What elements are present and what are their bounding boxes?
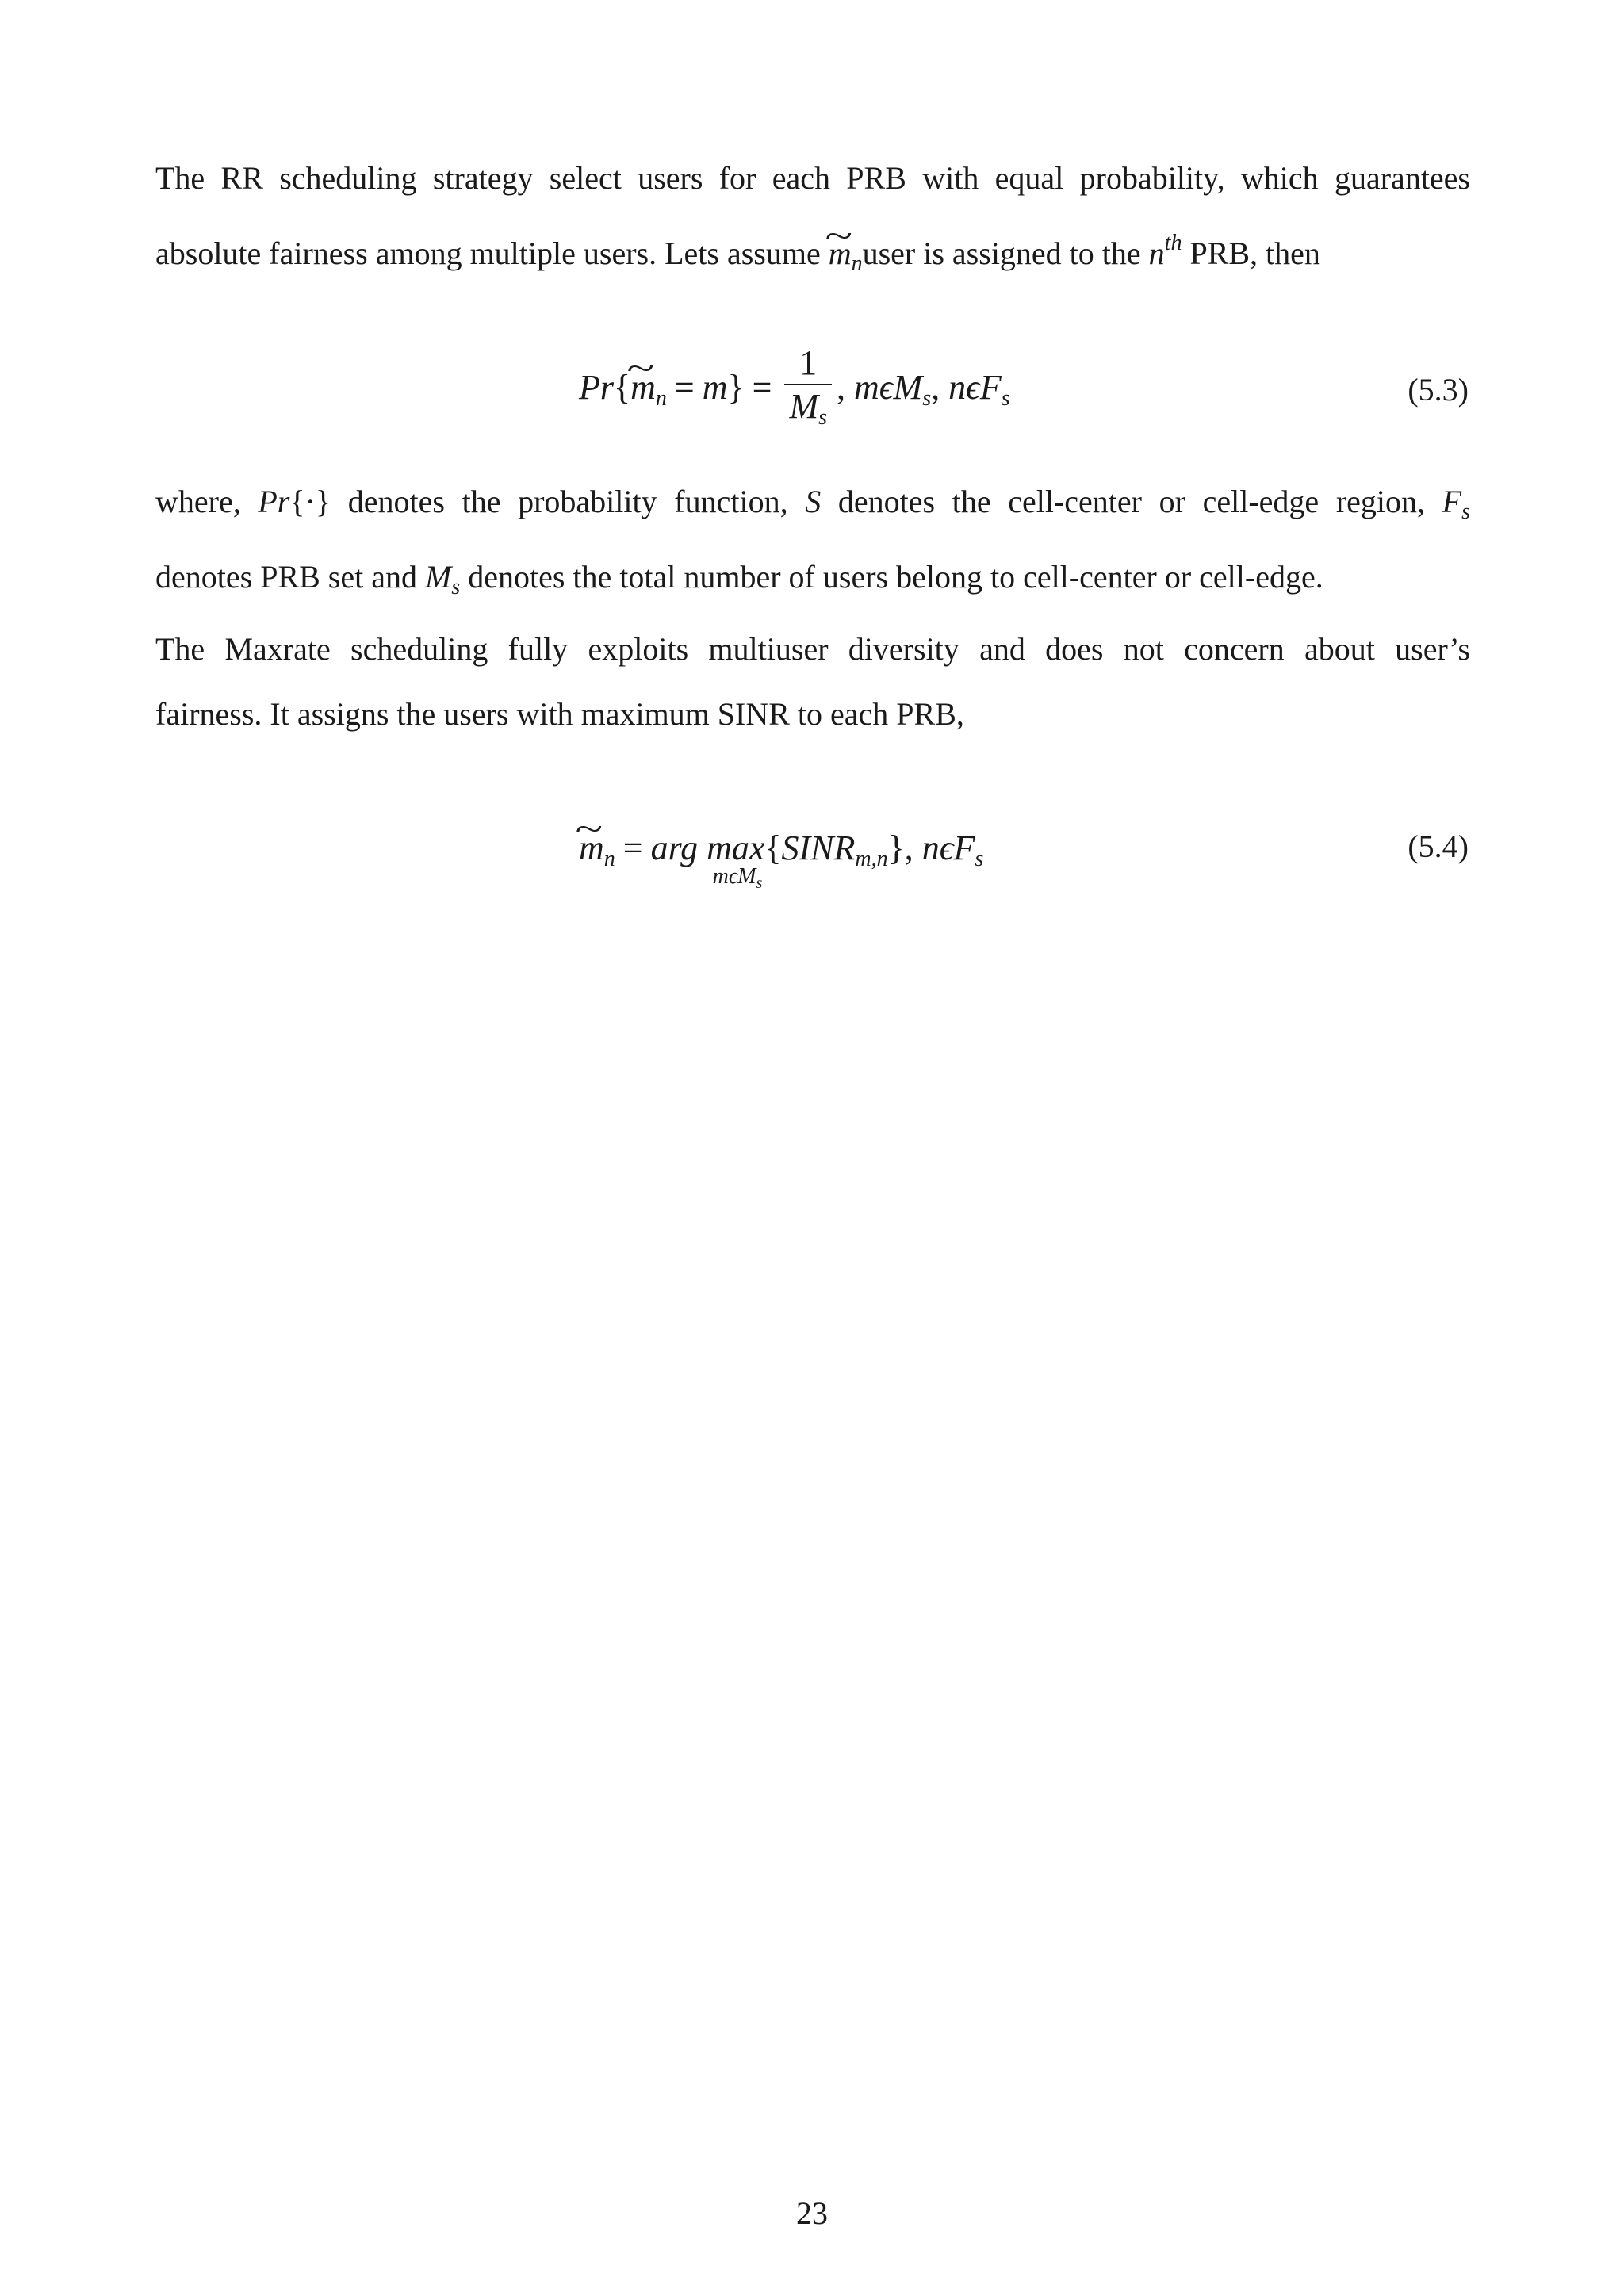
math-set-membership: nϵF [948, 368, 1002, 408]
argmax-underscript [713, 864, 763, 893]
page-number: 23 [796, 2195, 828, 2231]
math-subscript: s [922, 386, 932, 411]
paragraph-rr-scheduling [155, 146, 1470, 297]
math-fraction [784, 342, 832, 439]
text-run: fairness. It assigns the users with maximum SINR to each PRB, [155, 696, 964, 732]
math-F: F [1442, 484, 1462, 519]
equation-5-3 [0, 342, 1624, 438]
text-run: user is assigned to the [862, 235, 1149, 271]
math-set-membership: mϵM [854, 368, 923, 408]
text-run: denotes the probability function, [331, 484, 806, 519]
math-argmax [650, 828, 765, 892]
paragraph-maxrate [155, 617, 1470, 747]
math-S: S [805, 484, 822, 519]
equation-5-4 [0, 828, 1624, 923]
text-run: where, [155, 484, 259, 519]
math-subscript: s [1001, 386, 1010, 411]
fraction-denominator [784, 385, 832, 439]
text-run: absolute fairness among multiple users. Lets assume [155, 235, 829, 271]
math-M: M [789, 387, 819, 426]
math-set-membership: nϵF [921, 828, 975, 867]
math-superscript: th [1164, 231, 1182, 255]
paragraph-line [155, 146, 1470, 211]
math-brace-close: } [887, 828, 905, 867]
math-equals: = [752, 368, 772, 408]
text-run: The Maxrate scheduling fully exploits multiuser diversity and does not concern about user’s [155, 631, 1470, 667]
math-subscript: n [603, 847, 615, 871]
math-brace-close: } [727, 368, 745, 408]
text-run: denotes the total number of users belong to cell-center or cell-edge. [460, 559, 1323, 595]
math-m: m [702, 368, 728, 408]
math-subscript: s [975, 847, 984, 871]
math-sinr: SINR [781, 828, 856, 867]
paragraph-where [155, 469, 1470, 620]
underscript-text: mϵM [712, 864, 756, 889]
math-subscript: n [655, 386, 667, 411]
math-brace-open: { [614, 368, 631, 408]
math-subscript: m,n [855, 847, 888, 871]
paragraph-line [155, 545, 1470, 620]
paragraph-line [155, 682, 1470, 747]
math-equals: = [674, 368, 695, 408]
math-m-tilde: ~ m [579, 828, 604, 868]
math-equals: = [622, 828, 643, 867]
math-m-tilde: ~ m [630, 367, 656, 408]
math-subscript: s [1461, 499, 1471, 524]
paragraph-line [155, 469, 1470, 545]
math-subscript: s [451, 575, 461, 599]
math-subscript: n [851, 251, 863, 276]
equation-body [579, 828, 984, 892]
equation-number: (5.4) [1408, 828, 1469, 864]
math-m-tilde: ~ m [829, 221, 852, 286]
text-run: The RR scheduling strategy select users for each PRB with equal probability, which guarantees [155, 160, 1470, 196]
math-brace-open: { [764, 828, 782, 867]
math-comma: , [837, 368, 855, 408]
paragraph-line [155, 211, 1470, 297]
paragraph-line [155, 617, 1470, 682]
math-n: n [1148, 235, 1165, 271]
fraction-numerator: 1 [784, 342, 832, 385]
equation-body [579, 342, 1010, 439]
math-brace-dot: {·} [289, 484, 331, 519]
math-pr: Pr [579, 368, 614, 408]
math-M: M [424, 559, 452, 595]
argmax-label: arg max [650, 828, 765, 867]
equation-number: (5.3) [1408, 372, 1469, 408]
math-comma: , [931, 368, 949, 408]
math-subscript: s [818, 405, 828, 430]
text-run: denotes the cell-center or cell-edge region, [821, 484, 1442, 519]
text-run: PRB, then [1182, 235, 1320, 271]
math-pr: Pr [258, 484, 290, 519]
math-comma: , [904, 828, 922, 867]
math-subscript: s [756, 874, 763, 892]
text-run: denotes PRB set and [155, 559, 425, 595]
